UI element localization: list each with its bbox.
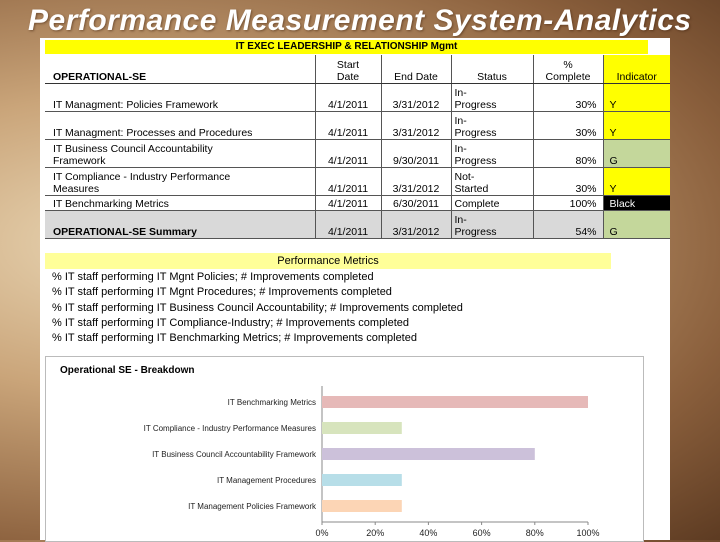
chart-tick-label: 0% — [315, 528, 329, 538]
row-start-date: 4/1/2011 — [315, 84, 381, 112]
chart-bar — [322, 422, 402, 434]
row-indicator: Y — [603, 168, 670, 196]
summary-pct-complete: 54% — [533, 211, 603, 239]
operational-table — [45, 55, 670, 239]
row-status: In- Progress — [451, 140, 533, 168]
row-end-date: 3/31/2012 — [381, 112, 451, 140]
row-end-date: 3/31/2012 — [381, 168, 451, 196]
row-indicator: Y — [603, 84, 670, 112]
table-header-row — [45, 55, 670, 84]
row-end-date: 3/31/2012 — [381, 84, 451, 112]
chart-title: Operational SE - Breakdown — [60, 365, 195, 376]
metric-item: % IT staff performing IT Mgnt Procedures; # Improvements completed — [52, 286, 392, 299]
row-pct-complete: 30% — [533, 168, 603, 196]
row-indicator: Black — [603, 196, 670, 211]
table-row — [45, 168, 670, 196]
row-pct-complete: 30% — [533, 112, 603, 140]
slide-title: Performance Measurement System-Analytics — [28, 4, 692, 37]
chart-tick-label: 40% — [419, 528, 438, 538]
metric-item: % IT staff performing IT Mgnt Policies; # Improvements completed — [52, 271, 374, 283]
chart-tick-label: 20% — [366, 528, 385, 538]
row-name: IT Managment: Policies Framework — [45, 84, 315, 112]
chart-tick-label: 80% — [525, 528, 544, 538]
row-indicator: G — [603, 140, 670, 168]
row-pct-complete: 30% — [533, 84, 603, 112]
row-name: IT Compliance - Industry Performance Measures — [45, 168, 315, 196]
row-start-date: 4/1/2011 — [315, 168, 381, 196]
chart-tick-label: 60% — [472, 528, 491, 538]
col-header-indicator: Indicator — [603, 55, 670, 84]
row-end-date: 6/30/2011 — [381, 196, 451, 211]
breakdown-chart-svg — [46, 357, 643, 541]
table-row — [45, 84, 670, 112]
chart-bar — [322, 396, 588, 408]
col-header-status: Status — [451, 55, 533, 84]
chart-bar — [322, 474, 402, 486]
row-start-date: 4/1/2011 — [315, 112, 381, 140]
table-row — [45, 112, 670, 140]
content-panel — [40, 38, 670, 540]
table-row — [45, 196, 670, 211]
table-summary-row — [45, 211, 670, 239]
row-start-date: 4/1/2011 — [315, 196, 381, 211]
performance-metrics-header: Performance Metrics — [45, 253, 611, 269]
performance-metrics-list — [52, 270, 463, 346]
col-header-start: Start Date — [315, 55, 381, 84]
row-name: IT Benchmarking Metrics — [45, 196, 315, 211]
chart-category-label: IT Business Council Accountability Framework — [152, 450, 316, 459]
col-header-name: OPERATIONAL-SE — [45, 55, 315, 84]
chart-category-label: IT Management Procedures — [216, 476, 316, 485]
summary-end-date: 3/31/2012 — [381, 211, 451, 239]
chart-category-label: IT Compliance - Industry Performance Measures — [143, 424, 316, 433]
metric-item: % IT staff performing IT Benchmarking Metrics; # Improvements completed — [52, 332, 417, 345]
row-indicator: Y — [603, 112, 670, 140]
summary-name: OPERATIONAL-SE Summary — [45, 211, 315, 239]
metric-item: % IT staff performing IT Compliance-Industry; # Improvements completed — [52, 316, 410, 329]
chart-tick-label: 100% — [576, 528, 600, 538]
row-status: In- Progress — [451, 112, 533, 140]
exec-header: IT EXEC LEADERSHIP & RELATIONSHIP Mgmt — [45, 40, 648, 54]
chart-bar — [322, 448, 535, 460]
chart-category-label: IT Benchmarking Metrics — [227, 398, 316, 407]
row-name: IT Business Council Accountability Framework — [45, 140, 315, 168]
summary-indicator: G — [603, 211, 670, 239]
row-pct-complete: 80% — [533, 140, 603, 168]
summary-start-date: 4/1/2011 — [315, 211, 381, 239]
summary-status: In- Progress — [451, 211, 533, 239]
row-status: In- Progress — [451, 84, 533, 112]
row-start-date: 4/1/2011 — [315, 140, 381, 168]
row-pct-complete: 100% — [533, 196, 603, 211]
breakdown-chart — [45, 356, 644, 542]
row-name: IT Managment: Processes and Procedures — [45, 112, 315, 140]
col-header-pct: % Complete — [533, 55, 603, 84]
chart-category-label: IT Management Policies Framework — [188, 502, 316, 511]
row-status: Not- Started — [451, 168, 533, 196]
metric-item: % IT staff performing IT Business Council Accountability; # Improvements completed — [52, 301, 463, 314]
row-end-date: 9/30/2011 — [381, 140, 451, 168]
col-header-end: End Date — [381, 55, 451, 84]
chart-bar — [322, 500, 402, 512]
row-status: Complete — [451, 196, 533, 211]
table-row — [45, 140, 670, 168]
